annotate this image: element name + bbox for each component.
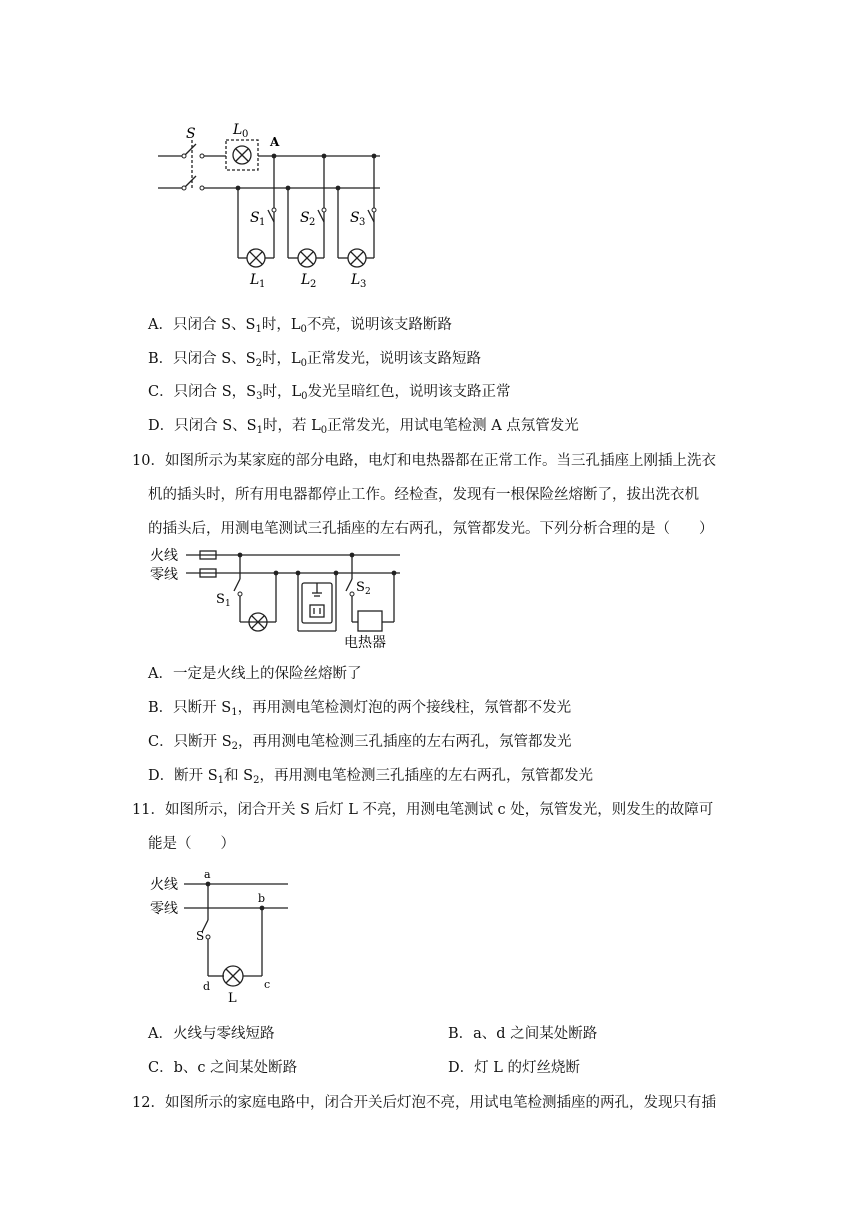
q9-s2-label: S (300, 210, 310, 226)
q9-l3-sub: 3 (360, 279, 367, 290)
q9-s1-sub: 1 (259, 217, 266, 228)
q11-neutral-label: 零线 (150, 901, 178, 917)
q10-stem-line-1: 10．如图所示为某家庭的部分电路，电灯和电热器都在正常工作。当三孔插座上刚插上洗衣 (132, 453, 716, 469)
q10-stem-line-2: 机的插头时，所有用电器都停止工作。经检查，发现有一根保险丝熔断了，拔出洗衣机 (148, 487, 699, 503)
q9-l2-sub: 2 (310, 279, 317, 290)
q11-point-a: a (204, 868, 211, 881)
q9-s3-label: S (350, 210, 360, 226)
q9-option-d: D．只闭合 S、$S_1$时，若 $L_0$正常发光，用试电笔检测 A 点氖管发光 (148, 418, 579, 436)
q11-option-a: A．火线与零线短路 (148, 1026, 275, 1042)
q9-switch-label: S (186, 126, 196, 142)
q11-switch-label: S (196, 929, 205, 943)
q10-neutral-label: 零线 (150, 567, 178, 583)
q9-point-a: A (270, 135, 280, 149)
q9-s2-sub: 2 (309, 217, 316, 228)
q11-lamp-label: L (228, 991, 237, 1004)
q9-l3-label: L (351, 272, 361, 288)
q11-option-b: B．a、d 之间某处断路 (448, 1026, 598, 1042)
q11-stem-line-2: 能是（ ） (148, 836, 235, 852)
q10-stem-line-3: 的插头后，用测电笔测试三孔插座的左右两孔，氖管都发光。下列分析合理的是（ ） (148, 521, 714, 537)
q9-option-c: C．只闭合 S，$S_3$时，$L_0$发光呈暗红色，说明该支路正常 (148, 384, 511, 402)
q11-point-b: b (258, 892, 266, 905)
q9-s3-sub: 3 (359, 217, 366, 228)
q10-option-d: D．断开 $S_1$和 $S_2$，再用测电笔检测三孔插座的左右两孔，氖管都发光 (148, 768, 593, 786)
q11-option-d: D．灯 L 的灯丝烧断 (448, 1060, 580, 1076)
q10-heater-label: 电热器 (344, 635, 386, 651)
q10-live-label: 火线 (150, 548, 178, 564)
q10-s1-label: S (216, 592, 225, 607)
q10-circuit-diagram (148, 543, 418, 653)
q9-s1-label: S (250, 210, 260, 226)
q9-circuit-diagram (150, 118, 390, 293)
q9-l1-sub: 1 (259, 279, 266, 290)
q11-point-c: c (264, 978, 271, 991)
q10-s2-sub: 2 (365, 587, 371, 597)
q9-l2-label: L (301, 272, 311, 288)
q12-stem-line-1: 12．如图所示的家庭电路中，闭合开关后灯泡不亮，用试电笔检测插座的两孔，发现只有插 (132, 1095, 716, 1111)
q11-circuit-diagram (148, 864, 298, 1004)
q9-lamp0-label: L (233, 122, 243, 138)
q11-live-label: 火线 (150, 877, 178, 893)
q10-s1-sub: 1 (225, 599, 231, 609)
q11-stem-line-1: 11．如图所示，闭合开关 S 后灯 L 不亮，用测电笔测试 c 处，氖管发光，则发生的故障可 (132, 802, 714, 818)
q9-option-a: A．只闭合 S、$S_1$时，$L_0$不亮，说明该支路断路 (148, 317, 452, 335)
q10-option-b: B．只断开 $S_1$，再用测电笔检测灯泡的两个接线柱，氖管都不发光 (148, 700, 572, 718)
q9-l1-label: L (250, 272, 260, 288)
q11-option-c: C．b、c 之间某处断路 (148, 1060, 298, 1076)
q11-point-d: d (203, 980, 211, 993)
q10-option-c: C．只断开 $S_2$，再用测电笔检测三孔插座的左右两孔，氖管都发光 (148, 734, 572, 752)
q9-option-b: B．只闭合 S、$S_2$时，$L_0$正常发光，说明该支路短路 (148, 351, 482, 369)
q10-s2-label: S (356, 580, 365, 595)
q9-lamp0-sub: 0 (242, 129, 249, 140)
q10-option-a: A．一定是火线上的保险丝熔断了 (148, 666, 362, 682)
